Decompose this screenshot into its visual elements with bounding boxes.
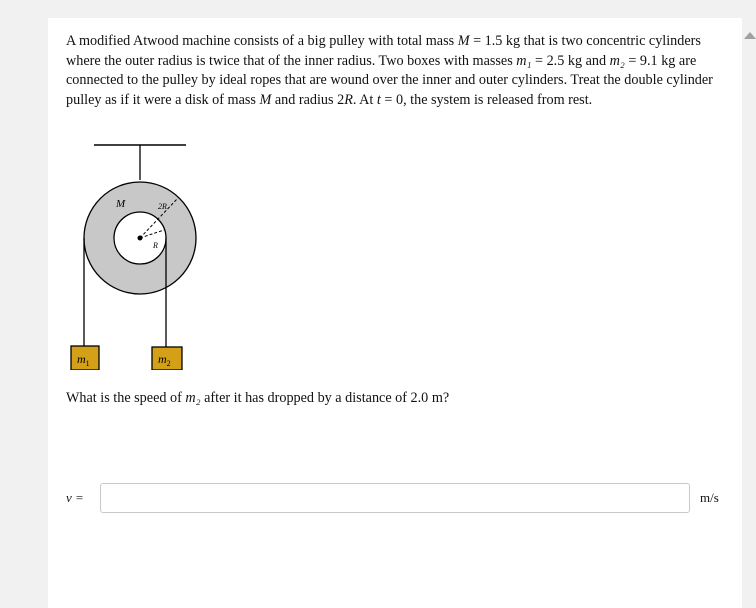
answer-variable-label: v = bbox=[66, 490, 84, 505]
question-card bbox=[48, 18, 742, 608]
scroll-up-arrow-icon[interactable] bbox=[744, 32, 756, 39]
label-M: M bbox=[116, 198, 126, 210]
question-prompt: What is the speed of m₂ after it has dropped by a distance of 2.0 m? bbox=[66, 390, 450, 406]
answer-input[interactable] bbox=[100, 483, 690, 513]
label-R: R bbox=[153, 241, 158, 250]
atwood-machine-diagram bbox=[66, 138, 206, 370]
problem-statement: A modified Atwood machine consists of a big pulley with total mass M = 1.5 kg that is two concentric cylinders where the outer radius is twice that of the inner radius. Two boxes with masses m₁ = 2.5 kg and m₂ = 9.1 kg are connected to the pulley by ideal ropes that are wound over the inner and outer cylinders. Treat the double cylinder pulley as if it were a disk of mass M and radius 2R. At t = 0, the system is released from rest. bbox=[66, 33, 713, 108]
box-m2-label: $m_2$ bbox=[158, 352, 171, 368]
answer-unit: m/s bbox=[700, 490, 719, 505]
box-m1-label: $m_1$ bbox=[77, 352, 90, 368]
label-2R: 2R bbox=[158, 202, 167, 211]
